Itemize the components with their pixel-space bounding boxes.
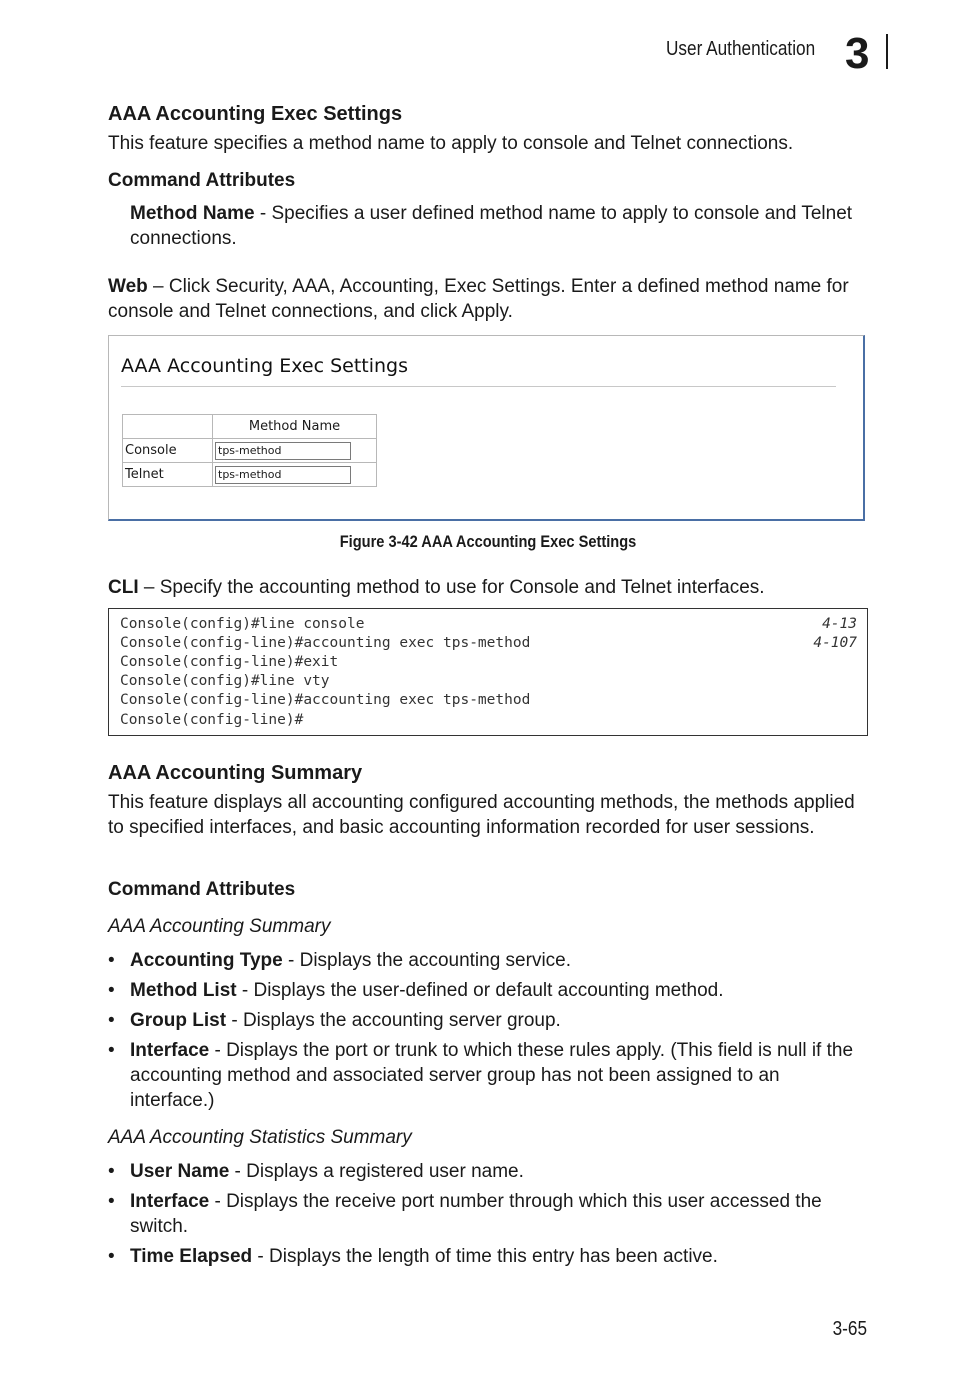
item-desc: - Displays a registered user name. xyxy=(229,1161,524,1182)
summary-subheading: AAA Accounting Summary xyxy=(108,916,331,937)
chapter-title: User Authentication xyxy=(666,38,816,60)
item-term: Method List xyxy=(130,980,237,1001)
summary-attribute-list xyxy=(108,948,868,1118)
console-method-cell xyxy=(213,439,377,463)
table-row xyxy=(123,463,377,487)
code-line: Console(config-line)#exit xyxy=(120,654,339,670)
method-name-table xyxy=(122,414,377,487)
item-desc: - Displays the port or trunk to which these rules apply. (This field is null if the accounting method and associated server group has not been assigned to an interface.) xyxy=(130,1040,854,1111)
table-corner-cell xyxy=(123,415,213,439)
command-attributes-heading: Command Attributes xyxy=(108,170,296,191)
cli-term: CLI xyxy=(108,577,139,598)
telnet-method-input[interactable]: tps-method xyxy=(215,466,351,484)
figure-title-rule xyxy=(121,386,836,387)
cli-desc: – Specify the accounting method to use for Console and Telnet interfaces. xyxy=(138,577,765,598)
summary-intro: This feature displays all accounting configured accounting methods, the methods applied to specified interfaces, and basic accounting information recorded for user sessions. xyxy=(108,792,855,838)
item-term: Group List xyxy=(130,1010,227,1031)
code-page-ref: 4-107 xyxy=(813,635,857,651)
summary-command-attributes-heading: Command Attributes xyxy=(108,879,296,900)
item-desc: - Displays the user-defined or default accounting method. xyxy=(236,980,724,1001)
bullet: • xyxy=(108,980,115,1001)
row-label-telnet: Telnet xyxy=(123,463,213,487)
bullet: • xyxy=(108,1161,115,1182)
web-instructions xyxy=(108,274,868,324)
figure-caption: Figure 3-42 AAA Accounting Exec Settings xyxy=(339,532,637,551)
item-term: Accounting Type xyxy=(130,950,283,971)
list-item xyxy=(108,948,868,973)
bullet: • xyxy=(108,1010,115,1031)
figure-panel-title: AAA Accounting Exec Settings xyxy=(121,355,408,377)
table-row xyxy=(123,439,377,463)
list-item xyxy=(108,1189,868,1239)
method-name-column-header: Method Name xyxy=(213,415,377,439)
exec-settings-heading: AAA Accounting Exec Settings xyxy=(108,103,403,125)
chapter-number: 3 xyxy=(845,29,870,78)
exec-settings-intro: This feature specifies a method name to apply to console and Telnet connections. xyxy=(108,133,794,154)
cli-instructions xyxy=(108,575,868,600)
bullet: • xyxy=(108,1040,115,1061)
list-item xyxy=(108,978,868,1003)
item-term: Time Elapsed xyxy=(130,1246,253,1267)
cli-code-block xyxy=(108,608,868,736)
telnet-method-cell xyxy=(213,463,377,487)
list-item xyxy=(108,1008,868,1033)
bullet: • xyxy=(108,1246,115,1267)
stats-subheading: AAA Accounting Statistics Summary xyxy=(108,1127,412,1148)
method-name-term: Method Name xyxy=(130,203,255,224)
list-item xyxy=(108,1159,868,1184)
code-line: Console(config)#line vty xyxy=(120,673,330,689)
code-line: Console(config-line)#accounting exec tps-method xyxy=(120,692,531,708)
page-number: 3-65 xyxy=(832,1318,867,1340)
item-desc: - Displays the accounting service. xyxy=(282,950,572,971)
item-desc: - Displays the receive port number through which this user accessed the switch. xyxy=(130,1191,822,1237)
list-item xyxy=(108,1038,868,1113)
row-label-console: Console xyxy=(123,439,213,463)
method-name-attribute xyxy=(130,201,865,251)
bullet: • xyxy=(108,950,115,971)
method-name-desc: - Specifies a user defined method name to apply to console and Telnet connections. xyxy=(130,203,853,249)
stats-attribute-list xyxy=(108,1159,868,1274)
code-line: Console(config)#line console xyxy=(120,616,365,632)
list-item xyxy=(108,1244,868,1269)
summary-heading: AAA Accounting Summary xyxy=(108,762,363,784)
code-page-ref: 4-13 xyxy=(822,616,857,632)
exec-settings-screenshot xyxy=(108,335,865,521)
item-desc: - Displays the accounting server group. xyxy=(226,1010,561,1031)
chapter-divider xyxy=(886,34,888,69)
table-header-row xyxy=(123,415,377,439)
console-method-input[interactable]: tps-method xyxy=(215,442,351,460)
item-desc: - Displays the length of time this entry has been active. xyxy=(252,1246,718,1267)
item-term: Interface xyxy=(130,1191,210,1212)
item-term: Interface xyxy=(130,1040,210,1061)
web-desc: – Click Security, AAA, Accounting, Exec Settings. Enter a defined method name for console and Telnet connections, and click Apply. xyxy=(108,276,849,322)
code-line: Console(config-line)# xyxy=(120,712,304,728)
item-term: User Name xyxy=(130,1161,230,1182)
code-line: Console(config-line)#accounting exec tps-method xyxy=(120,635,531,651)
web-term: Web xyxy=(108,276,148,297)
bullet: • xyxy=(108,1191,115,1212)
